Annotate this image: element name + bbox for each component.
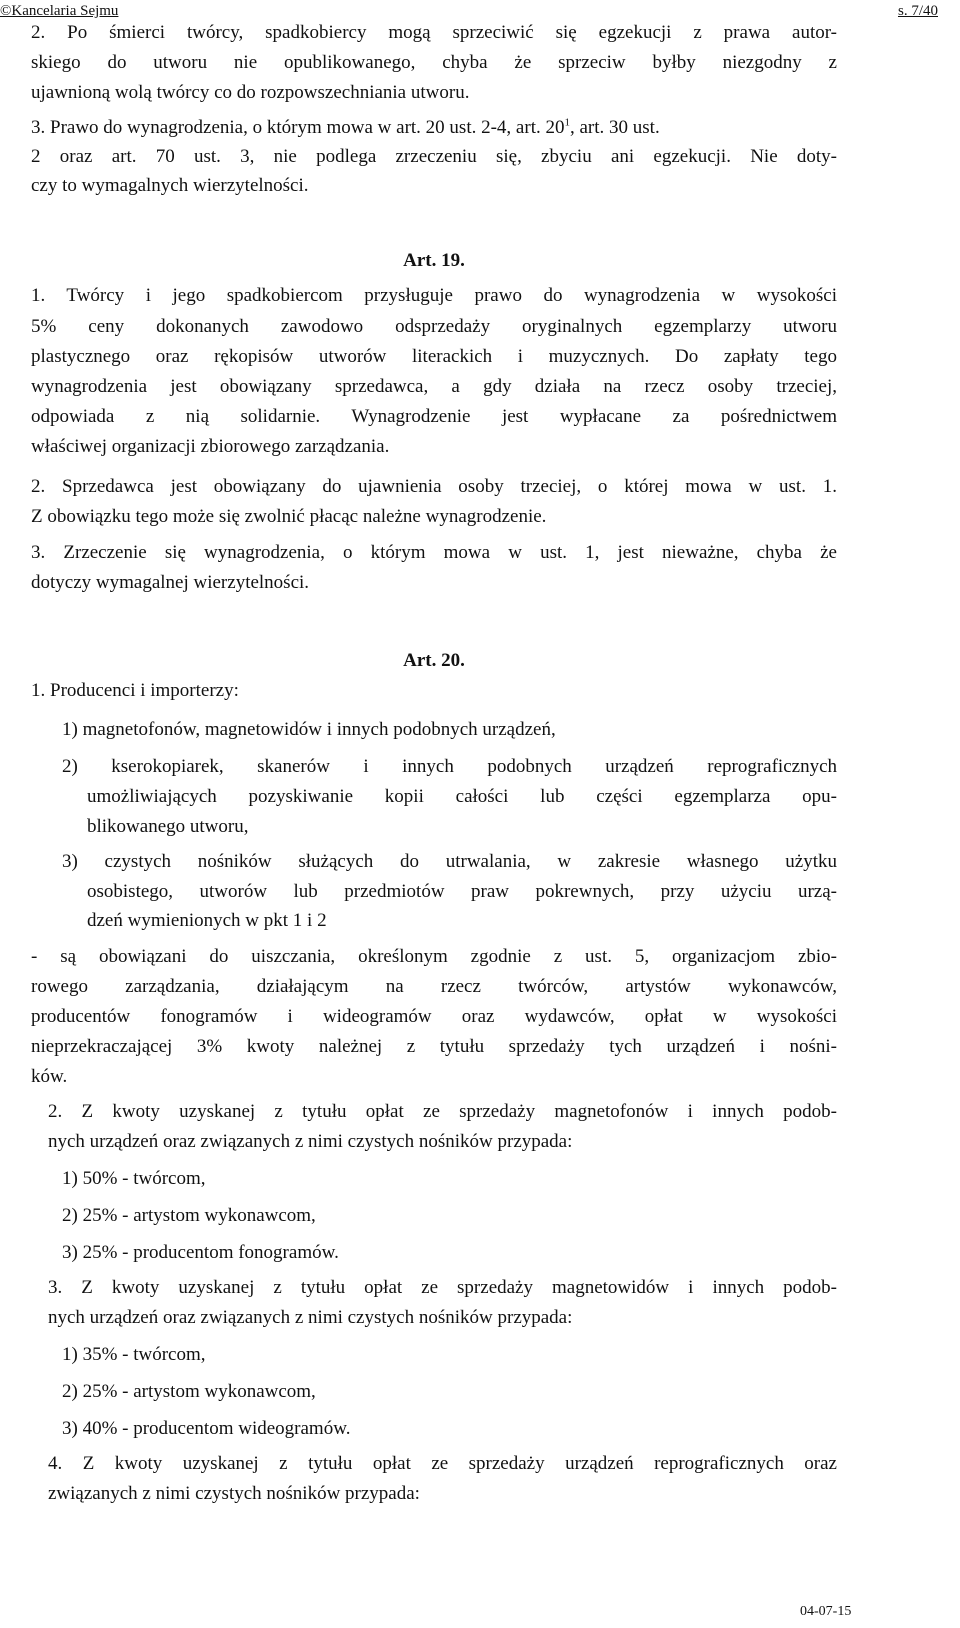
art20-p2-item-1: 1) 50% - twórcom,	[62, 1168, 206, 1189]
art19-p1-line-5: odpowiada z nią solidarnie. Wynagrodzenie jest wypłacane za pośrednictwem	[31, 406, 837, 427]
art20-p1-tail-line-1: - są obowiązani do uiszczania, określonym zgodnie z ust. 5, organizacjom zbio-	[31, 946, 837, 967]
art19-p2-line-2: Z obowiązku tego może się zwolnić płacąc należne wynagrodzenie.	[31, 506, 547, 527]
art19-p2-line-1: 2. Sprzedawca jest obowiązany do ujawnienia osoby trzeciej, o której mowa w ust. 1.	[31, 476, 837, 497]
art20-p1-intro: 1. Producenci i importerzy:	[31, 680, 239, 701]
art20-p3-line-1: 3. Z kwoty uzyskanej z tytułu opłat ze sprzedaży magnetowidów i innych podob-	[48, 1277, 837, 1298]
art20-p1-tail-line-2: rowego zarządzania, działającym na rzecz twórców, artystów wykonawców,	[31, 976, 837, 997]
art19-p3-line-1: 3. Zrzeczenie się wynagrodzenia, o którym mowa w ust. 1, jest nieważne, chyba że	[31, 542, 837, 563]
art20-item-3-line-3: dzeń wymienionych w pkt 1 i 2	[87, 910, 327, 931]
art20-p2-item-3: 3) 25% - producentom fonogramów.	[62, 1242, 339, 1263]
header-publisher-text: ©Kancelaria Sejmu	[0, 3, 119, 19]
art20-p2-line-1: 2. Z kwoty uzyskanej z tytułu opłat ze sprzedaży magnetofonów i innych podob-	[48, 1101, 837, 1122]
header-publisher	[0, 2, 118, 20]
prev-p3-superscript: 1	[564, 116, 570, 129]
art20-p1-tail-line-3: producentów fonogramów i wideogramów oraz wydawców, opłat w wysokości	[31, 1006, 837, 1027]
prev-p3-line-2: 2 oraz art. 70 ust. 3, nie podlega zrzeczeniu się, zbyciu ani egzekucji. Nie doty-	[31, 146, 837, 167]
prev-p3-text-a: 3. Prawo do wynagrodzenia, o którym mowa w art. 20 ust. 2-4, art. 20	[31, 117, 565, 138]
art20-p4-line-1: 4. Z kwoty uzyskanej z tytułu opłat ze sprzedaży urządzeń reprograficznych oraz	[48, 1453, 837, 1474]
art19-p1-line-3: plastycznego oraz rękopisów utworów literackich i muzycznych. Do zapłaty tego	[31, 346, 837, 367]
art20-item-3-line-2: osobistego, utworów lub przedmiotów praw pokrewnych, przy użyciu urzą-	[87, 881, 837, 902]
art20-item-2-line-1: 2) kserokopiarek, skanerów i innych podobnych urządzeń reprograficznych	[62, 756, 837, 777]
prev-p3-line-1	[31, 116, 660, 140]
header-page-number: s. 7/40	[897, 3, 938, 19]
art19-p1-line-2: 5% ceny dokonanych zawodowo odsprzedaży oryginalnych egzemplarzy utworu	[31, 316, 837, 337]
art19-p1-line-4: wynagrodzenia jest obowiązany sprzedawca, a gdy działa na rzecz osoby trzeciej,	[31, 376, 837, 397]
prev-p2-line-1: 2. Po śmierci twórcy, spadkobiercy mogą sprzeciwić się egzekucji z prawa autor-	[31, 22, 837, 43]
art20-item-2-line-3: blikowanego utworu,	[87, 816, 249, 837]
art20-p3-item-2: 2) 25% - artystom wykonawcom,	[62, 1381, 316, 1402]
prev-p3-text-b: , art. 30 ust.	[569, 117, 660, 138]
art20-p3-line-2: nych urządzeń oraz związanych z nimi czystych nośników przypada:	[48, 1307, 573, 1328]
art19-p1-line-6: właściwej organizacji zbiorowego zarządzania.	[31, 436, 390, 457]
art19-p1-line-1: 1. Twórcy i jego spadkobiercom przysługuje prawo do wynagrodzenia w wysokości	[31, 285, 837, 306]
art20-p4-line-2: związanych z nimi czystych nośników przypada:	[48, 1483, 420, 1504]
art20-p3-item-3: 3) 40% - producentom wideogramów.	[62, 1418, 351, 1439]
art20-p1-tail-line-4: nieprzekraczającej 3% kwoty należnej z tytułu sprzedaży tych urządzeń i nośni-	[31, 1036, 837, 1057]
art20-item-2-line-2: umożliwiających pozyskiwanie kopii całości lub części egzemplarza opu-	[87, 786, 837, 807]
prev-p3-line-3: czy to wymagalnych wierzytelności.	[31, 175, 309, 196]
art20-p2-item-2: 2) 25% - artystom wykonawcom,	[62, 1205, 316, 1226]
art20-title: Art. 20.	[403, 650, 465, 671]
prev-p2-line-3: ujawnioną wolą twórcy co do rozpowszechniania utworu.	[31, 82, 470, 103]
footer-date: 04-07-15	[800, 1604, 852, 1619]
art19-p3-line-2: dotyczy wymagalnej wierzytelności.	[31, 572, 310, 593]
art20-p1-tail-line-5: ków.	[31, 1066, 68, 1087]
art20-p2-line-2: nych urządzeń oraz związanych z nimi czystych nośników przypada:	[48, 1131, 573, 1152]
art20-p3-item-1: 1) 35% - twórcom,	[62, 1344, 206, 1365]
prev-p2-line-2: skiego do utworu nie opublikowanego, chyba że sprzeciw byłby niezgodny z	[31, 52, 837, 73]
art19-title: Art. 19.	[403, 250, 465, 271]
art20-item-3-line-1: 3) czystych nośników służących do utrwalania, w zakresie własnego użytku	[62, 851, 837, 872]
art20-item-1: 1) magnetofonów, magnetowidów i innych podobnych urządzeń,	[62, 719, 556, 740]
